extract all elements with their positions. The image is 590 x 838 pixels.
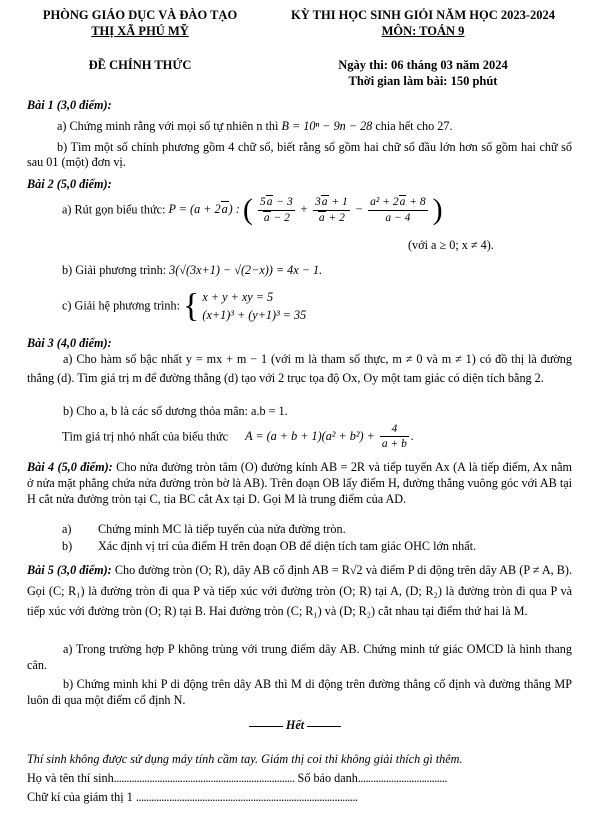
bai4-text: Cho nửa đường tròn tâm (O) đường kính AB = 2R và tiếp tuyến Ax (A là tiếp điểm, Ax nằm ở nửa mặt phẳng chứa nửa đường tròn bờ là AB). Trên đoạn OB lấy điểm H, đường thẳng vuông góc với AB tại H cắt nửa đường tròn tại C, tia BC cắt Ax tại D. Gọi M là trung điểm của AD. [27,460,573,506]
bai1-a-expr: B = 10ⁿ − 9n − 28 [281,119,373,133]
supervisor-sign-dots: ....................................................................................... [135,790,358,804]
exam-duration: Thời gian làm bài: 150 phút [348,74,498,88]
end-rule-left [249,726,283,727]
bai2-a-formula: P = (a + 2a) : ( $\frac{5a - 3}{a - 2}$ + $\frac{3a + 1}{a + 2}$ − $\frac{\text{a² + 2a + 8}}{a - 4}$ ) [168,193,443,226]
bai2-b-text: b) Giải phương trình: [62,263,167,277]
bai3-part-b: b) Cho a, b là các số dương thỏa mãn: a.b = 1. [63,404,288,418]
bai1-a-tail: chia hết cho 27. [375,119,453,133]
candidate-note: Thí sinh không được sử dụng máy tính cầm tay. Giám thị coi thi không giải thích gì thêm. [27,752,463,766]
bai2-b-expr: 3(√(3x+1) − √(2−x)) = 4x − 1. [169,263,323,277]
bai2-c-eq1: x + y + xy = 5 [202,290,274,304]
bai2-a-condition: (với a ≥ 0; x ≠ 4). [408,238,494,252]
bai1-part-b: b) Tìm một số chính phương gồm 4 chữ số, biết rằng số gồm hai chữ số đầu lớn hơn số gồm hai chữ số sau 01 (một) đơn vị. [27,140,572,170]
bai4-body [27,460,572,508]
bai1-part-a [27,119,572,134]
end-mark-text: Hết [285,718,305,732]
bai2-part-a [62,195,582,235]
bai2-title: Bài 2 (5,0 điểm): [27,177,112,191]
supervisor-sign-label: Chữ kí của giám thị 1 [27,790,133,804]
bai2-part-c: c) Giải hệ phương trình: { x + y + xy = 5 (x+1)³ + (y+1)³ = 35 [62,287,307,325]
exam-date: Ngày thi: 06 tháng 03 năm 2024 [338,58,508,72]
bai4-b-text: Xác định vị trí của điểm H trên đoạn OB để diện tích tam giác OHC lớn nhất. [98,539,477,553]
bai3-b-find [62,422,414,452]
official-label: ĐỀ CHÍNH THỨC [88,58,192,72]
bai1-a-text: a) Chứng minh rằng với mọi số tự nhiên n thì [57,119,279,133]
end-rule-right [307,726,341,727]
bai3-b-find-text: Tìm giá trị nhỏ nhất của biểu thức [62,429,229,444]
bai5-body [27,560,572,622]
supervisor-sign-line [27,790,577,805]
candidate-number-label: Số báo danh [297,771,358,785]
bai4-b-label: b) [62,539,73,553]
candidate-name-line [27,771,577,786]
candidate-name-label: Họ và tên thí sinh [27,771,114,785]
candidate-number-dots: ................................... [357,771,447,785]
bai3-title: Bài 3 (4,0 điểm): [27,336,112,350]
bai1-title: Bài 1 (3,0 điểm): [27,98,112,112]
bai5-part-a: a) Trong trường hợp P không trùng với trung điểm dây AB. Chứng minh tứ giác OMCD là hình thang cân. [27,642,572,672]
department-name: PHÒNG GIÁO DỤC VÀ ĐÀO TẠO [42,8,238,22]
bai5-title: Bài 5 (3,0 điểm): [27,563,112,577]
bai4-a-label: a) [62,522,72,536]
district-name [20,24,260,40]
bai4-a-text: Chứng minh MC là tiếp tuyến của nửa đường tròn. [98,522,346,536]
candidate-name-dots: ....................................................................... [113,771,295,785]
bai5-part-b: b) Chứng minh khi P di động trên dây AB thì M di động trên đường thẳng cố định và đường thẳng MP luôn đi qua một điểm cố định N. [27,677,572,707]
district-name-text: THỊ XÃ PHÚ MỸ [91,24,189,38]
bai5-text: Cho đường tròn (O; R), dây AB cố định AB = R√2 và điểm P di động trên dây AB (P ≠ A, B). Gọi (C; R₁) là đường tròn đi qua P và tiếp xúc với đường tròn (O; R) tại A, (D; R₂) là đường tròn đi qua P và tiếp xúc với đường tròn (O; R) tại B. Hai đường tròn (C; R₁) và (D; R₂) cắt nhau tại điểm thứ hai là M. [27,563,573,619]
subject-line [268,24,578,40]
bai2-a-text: a) Rút gọn biểu thức: [62,202,166,217]
bai3-b-formula: A = (a + b + 1)(a² + b²) + $\frac{4}{a + b}$ . [245,423,414,451]
bai2-c-eq2: (x+1)³ + (y+1)³ = 35 [202,308,307,323]
bai2-c-text: c) Giải hệ phương trình: [62,298,180,313]
end-mark [0,718,590,733]
bai2-part-b [62,263,322,278]
exam-title: KỲ THI HỌC SINH GIỎI NĂM HỌC 2023-2024 [290,8,556,22]
bai3-part-a: a) Cho hàm số bậc nhất y = mx + m − 1 (với m là tham số thực, m ≠ 0 và m ≠ 1) có đồ thị là đường thẳng (d). Tìm giá trị m để đường thẳng (d) tạo với 2 trục tọa độ Ox, Oy một tam giác có diện tích bằng 2. [27,352,572,385]
subject-text: MÔN: TOÁN 9 [381,24,465,38]
bai4-title: Bài 4 (5,0 điểm): [27,460,113,474]
bai2-c-system [202,288,306,325]
